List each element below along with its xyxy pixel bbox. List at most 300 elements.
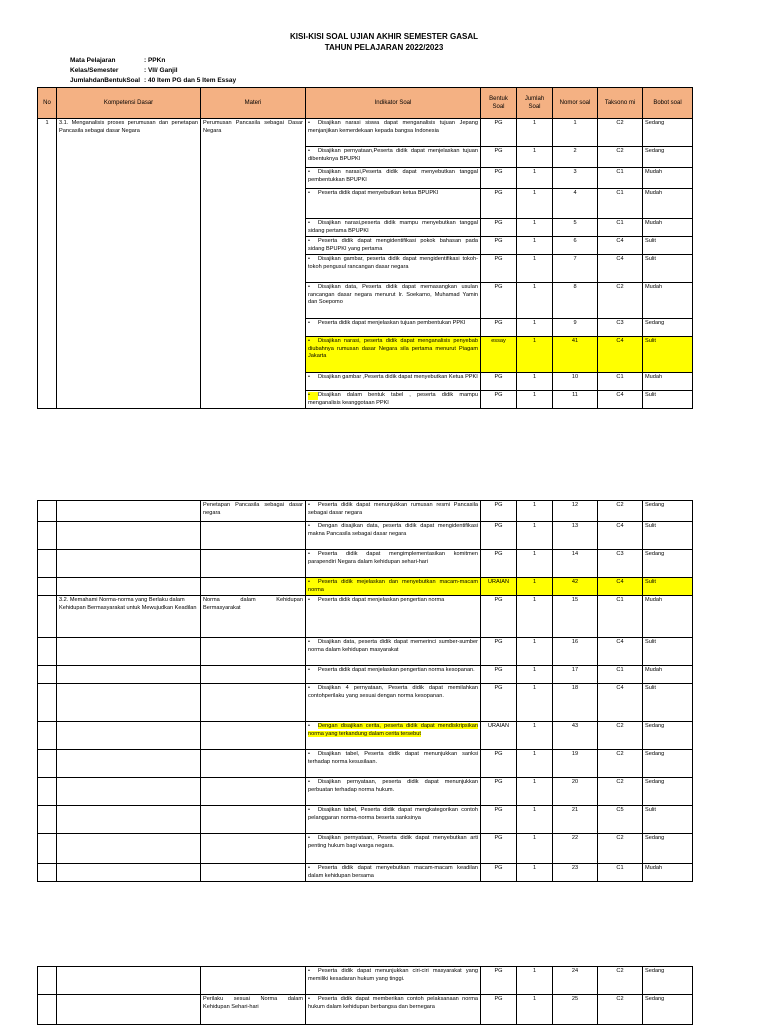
nomor-soal: 43: [571, 723, 579, 730]
bobot-soal-cell: [643, 596, 693, 638]
bentuk-soal-cell: [481, 168, 517, 189]
row-number: [38, 501, 57, 522]
col-nomor: Nomor soal: [553, 88, 598, 119]
bentuk-soal: PG: [494, 968, 503, 974]
nomor-soal-cell: [553, 219, 598, 237]
table-row: [38, 119, 693, 147]
bobot-soal: Sedang: [645, 502, 665, 508]
indikator-text: Disajikan 4 pernyataan, Peserta didik dapat memilahkan contohperilaku yang sesuai dengan norma kesopanan.: [308, 685, 478, 699]
bobot-soal: Sedang: [645, 551, 665, 557]
nomor-soal: 18: [571, 685, 579, 692]
indikator-cell: [306, 337, 481, 373]
indikator-cell: [306, 638, 481, 666]
kisi-table-page-3: [37, 966, 693, 1025]
kisi-table-page-2: [37, 500, 693, 882]
taksonomi: C2: [616, 284, 624, 291]
jumlah-soal-cell: [517, 666, 553, 684]
table-row: [38, 778, 693, 806]
jumlah-soal: 1: [532, 320, 537, 327]
taksonomi-cell: [598, 522, 643, 550]
bobot-soal-cell: [643, 722, 693, 750]
jumlah-soal: 1: [532, 374, 537, 381]
bobot-soal: Sulit: [645, 238, 656, 245]
jumlah-soal-cell: [517, 864, 553, 882]
bobot-soal-cell: [643, 255, 693, 283]
bentuk-soal: PG: [494, 148, 503, 154]
nomor-soal: 8: [573, 284, 577, 291]
meta-subject: [70, 57, 165, 64]
bullet-icon: •: [308, 865, 310, 872]
row-number: [38, 806, 57, 834]
bullet-icon: •: [308, 551, 310, 557]
bentuk-soal-cell: [481, 967, 517, 995]
meta-count: [70, 77, 236, 84]
bobot-soal: Mudah: [645, 374, 663, 381]
taksonomi: C5: [616, 807, 624, 814]
jumlah-soal: 1: [532, 968, 537, 974]
bobot-soal: Sedang: [645, 751, 665, 758]
taksonomi: C1: [616, 169, 624, 175]
jumlah-soal: 1: [532, 120, 537, 126]
bullet-icon: •: [308, 392, 318, 400]
materi: [201, 638, 306, 666]
kompetensi-dasar: 3.2. Memahami Norma-norma yang Berlaku dalam Kehidupan Bermasyarakat untuk Mewujudkan Keadilan: [57, 596, 201, 638]
nomor-soal: 6: [573, 238, 577, 245]
jumlah-soal-cell: [517, 391, 553, 409]
bobot-soal-cell: [643, 684, 693, 722]
bentuk-soal-cell: [481, 666, 517, 684]
bobot-soal: Sedang: [645, 835, 665, 842]
jumlah-soal: 1: [532, 807, 537, 814]
bullet-icon: •: [308, 807, 310, 814]
taksonomi-cell: [598, 168, 643, 189]
row-number: [38, 967, 57, 995]
row-number: [38, 864, 57, 882]
nomor-soal-cell: [553, 750, 598, 778]
bobot-soal: Sedang: [645, 779, 665, 786]
bentuk-soal: PG: [494, 523, 503, 529]
materi: [201, 684, 306, 722]
nomor-soal: 11: [572, 392, 578, 399]
jumlah-soal-cell: [517, 189, 553, 219]
meta-value: : PPKn: [144, 57, 166, 64]
taksonomi: C4: [616, 392, 624, 399]
bentuk-soal: PG: [494, 284, 503, 291]
jumlah-soal-cell: [517, 550, 553, 578]
bobot-soal: Mudah: [645, 667, 663, 674]
taksonomi-cell: [598, 578, 643, 596]
document-subtitle: TAHUN PELAJARAN 2022/2023: [324, 43, 444, 52]
bobot-soal: Sedang: [645, 120, 665, 126]
indikator-text: Disajikan data, Peserta didik dapat memasangkan usulan rancangan dasar negara menurut Ir. Soekarno, Muhamad Yamin dan Soepomo: [308, 284, 478, 306]
taksonomi: C4: [616, 685, 624, 692]
jumlah-soal-cell: [517, 596, 553, 638]
jumlah-soal-cell: [517, 806, 553, 834]
bobot-soal: Mudah: [645, 865, 663, 872]
jumlah-soal-cell: [517, 319, 553, 337]
nomor-soal-cell: [553, 684, 598, 722]
nomor-soal: 10: [571, 374, 579, 381]
bentuk-soal-cell: [481, 391, 517, 409]
indikator-cell: [306, 319, 481, 337]
indikator-text: Dengan disajikan cerita, peserta didik dapat mendiskripsikan norma yang terkandung dalam cerita tersebut: [308, 723, 478, 737]
table-row: [38, 666, 693, 684]
indikator-text: Peserta didik dapat memberikan contoh pelaksanaan norma hukum dalam kehidupan berbangsa dan bernegara: [308, 996, 478, 1010]
nomor-soal: 7: [573, 256, 577, 263]
nomor-soal-cell: [553, 778, 598, 806]
taksonomi-cell: [598, 684, 643, 722]
bobot-soal-cell: [643, 219, 693, 237]
indikator-text: Peserta didik dapat menunjukkan rumusan resmi Pancasila sebagai dasar negara: [308, 502, 478, 516]
indikator-text: Disajikan narasi siswa dapat menganalisis tujuan Jepang menjanjikan kemerdekaan kepada bangsa Indonesia: [308, 120, 478, 134]
jumlah-soal: 1: [532, 579, 537, 585]
nomor-soal: 5: [573, 220, 577, 226]
bentuk-soal-cell: [481, 147, 517, 168]
indikator-text: Peserta didik dapat menyebutkan ketua BPUPKI: [318, 190, 439, 196]
jumlah-soal-cell: [517, 219, 553, 237]
taksonomi-cell: [598, 147, 643, 168]
bentuk-soal: PG: [494, 597, 503, 604]
indikator-cell: [306, 684, 481, 722]
nomor-soal: 2: [573, 148, 577, 154]
taksonomi-cell: [598, 373, 643, 391]
bentuk-soal-cell: [481, 319, 517, 337]
nomor-soal-cell: [553, 319, 598, 337]
materi: Perilaku sesuai Norma dalam Kehidupan Sehari-hari: [201, 995, 306, 1025]
bobot-soal-cell: [643, 578, 693, 596]
materi: [201, 750, 306, 778]
bobot-soal: Mudah: [645, 284, 663, 291]
jumlah-soal: 1: [532, 238, 537, 245]
taksonomi: C4: [616, 256, 624, 263]
bobot-soal: Sulit: [645, 807, 656, 814]
jumlah-soal: 1: [532, 639, 537, 646]
jumlah-soal: 1: [532, 751, 537, 758]
nomor-soal: 9: [573, 320, 577, 327]
materi: [201, 578, 306, 596]
indikator-cell: [306, 189, 481, 219]
indikator-text: Disajikan narasi,peserta didik mampu menyebutkan tanggal sidang pertama BPUPKI: [308, 220, 478, 234]
jumlah-soal-cell: [517, 337, 553, 373]
bobot-soal-cell: [643, 834, 693, 864]
kompetensi-dasar: [57, 778, 201, 806]
jumlah-soal: 1: [532, 256, 537, 263]
taksonomi-cell: [598, 189, 643, 219]
kompetensi-dasar: [57, 550, 201, 578]
bentuk-soal: PG: [494, 392, 503, 399]
bobot-soal-cell: [643, 806, 693, 834]
jumlah-soal-cell: [517, 255, 553, 283]
nomor-soal: 42: [571, 579, 579, 585]
taksonomi: C2: [616, 751, 624, 758]
bobot-soal-cell: [643, 283, 693, 319]
indikator-cell: [306, 806, 481, 834]
nomor-soal-cell: [553, 864, 598, 882]
jumlah-soal-cell: [517, 834, 553, 864]
indikator-text: Disajikan pernyataan,Peserta didik dapat menjelaskan tujuan dibentuknya BPUPKI: [308, 148, 478, 162]
indikator-cell: [306, 596, 481, 638]
bullet-icon: •: [308, 968, 310, 974]
materi: [201, 522, 306, 550]
indikator-text: Peserta didik dapat menjelaskan tujuan pembentukan PPKI: [318, 320, 466, 327]
materi: [201, 864, 306, 882]
row-number: [38, 666, 57, 684]
bobot-soal-cell: [643, 778, 693, 806]
bullet-icon: •: [308, 169, 310, 175]
jumlah-soal-cell: [517, 722, 553, 750]
bentuk-soal: PG: [494, 667, 503, 674]
bentuk-soal-cell: [481, 119, 517, 147]
bobot-soal-cell: [643, 168, 693, 189]
nomor-soal-cell: [553, 147, 598, 168]
indikator-text: Peserta didik dapat mengidentifikasi pokok bahasan pada sidang BPUPKI yang pertama: [308, 238, 478, 252]
indikator-cell: [306, 522, 481, 550]
materi: Norma dalam Kehidupan Bermasyarakat: [201, 596, 306, 638]
indikator-text: Disajikan tabel, Peserta didik dapat mengkategorikan contoh pelanggaran norma-norma beserta sanksinya: [308, 807, 478, 821]
nomor-soal-cell: [553, 189, 598, 219]
jumlah-soal-cell: [517, 778, 553, 806]
taksonomi: C4: [616, 338, 624, 345]
bullet-icon: •: [308, 190, 310, 196]
kompetensi-dasar: [57, 578, 201, 596]
bentuk-soal-cell: [481, 995, 517, 1025]
bobot-soal-cell: [643, 147, 693, 168]
taksonomi-cell: [598, 750, 643, 778]
bentuk-soal: URAIAN: [487, 723, 510, 730]
bobot-soal-cell: [643, 550, 693, 578]
bentuk-soal: PG: [494, 685, 503, 692]
materi: [201, 967, 306, 995]
taksonomi-cell: [598, 283, 643, 319]
taksonomi-cell: [598, 119, 643, 147]
indikator-cell: [306, 255, 481, 283]
bentuk-soal-cell: [481, 638, 517, 666]
materi: Penetapan Pancasila sebagai dasar negara: [201, 501, 306, 522]
bobot-soal-cell: [643, 391, 693, 409]
taksonomi: C1: [616, 190, 624, 196]
nomor-soal: 25: [571, 996, 579, 1002]
meta-label: Kelas/Semester: [70, 67, 119, 74]
materi: [201, 722, 306, 750]
taksonomi: C1: [616, 374, 624, 381]
indikator-text: Peserta didik dapat menjelaskan pengertian norma: [318, 597, 445, 604]
bentuk-soal: PG: [494, 779, 503, 786]
jumlah-soal-cell: [517, 578, 553, 596]
jumlah-soal: 1: [532, 996, 537, 1002]
bullet-icon: •: [308, 320, 310, 327]
jumlah-soal: 1: [532, 502, 537, 508]
nomor-soal-cell: [553, 666, 598, 684]
bullet-icon: •: [308, 374, 310, 381]
jumlah-soal: 1: [532, 723, 537, 730]
col-indikator: Indikator Soal: [306, 88, 481, 119]
taksonomi-cell: [598, 995, 643, 1025]
taksonomi-cell: [598, 778, 643, 806]
bobot-soal-cell: [643, 666, 693, 684]
taksonomi-cell: [598, 722, 643, 750]
materi: Perumusan Pancasila sebagai Dasar Negara: [201, 119, 306, 409]
bobot-soal: Mudah: [645, 220, 663, 226]
bullet-icon: •: [308, 667, 310, 674]
indikator-cell: [306, 373, 481, 391]
bentuk-soal-cell: [481, 283, 517, 319]
table-row: [38, 722, 693, 750]
bobot-soal-cell: [643, 967, 693, 995]
bentuk-soal: PG: [494, 639, 503, 646]
jumlah-soal: 1: [532, 284, 537, 291]
bullet-icon: •: [308, 120, 310, 126]
table-row: [38, 684, 693, 722]
indikator-text: Disajikan dalam bentuk tabel , peserta didik mampu menganalisis keanggotaan PPKI: [308, 392, 478, 406]
bobot-soal-cell: [643, 750, 693, 778]
nomor-soal: 1: [573, 120, 577, 126]
indikator-cell: [306, 722, 481, 750]
indikator-cell: [306, 168, 481, 189]
bentuk-soal-cell: [481, 864, 517, 882]
nomor-soal: 41: [571, 338, 579, 345]
taksonomi: C4: [616, 523, 624, 529]
nomor-soal: 15: [571, 597, 579, 604]
document-title: KISI-KISI SOAL UJIAN AKHIR SEMESTER GASAL: [289, 32, 479, 41]
nomor-soal-cell: [553, 550, 598, 578]
nomor-soal-cell: [553, 337, 598, 373]
row-number: [38, 750, 57, 778]
nomor-soal-cell: [553, 373, 598, 391]
jumlah-soal: 1: [532, 779, 537, 786]
col-jumlah: Jumlah Soal: [517, 88, 553, 119]
jumlah-soal-cell: [517, 283, 553, 319]
bentuk-soal-cell: [481, 501, 517, 522]
bentuk-soal-cell: [481, 373, 517, 391]
nomor-soal-cell: [553, 806, 598, 834]
nomor-soal-cell: [553, 722, 598, 750]
nomor-soal: 24: [571, 968, 579, 974]
jumlah-soal-cell: [517, 684, 553, 722]
bobot-soal: Sedang: [645, 968, 665, 974]
kompetensi-dasar: [57, 967, 201, 995]
taksonomi: C3: [616, 320, 624, 327]
jumlah-soal-cell: [517, 119, 553, 147]
bentuk-soal-cell: [481, 550, 517, 578]
jumlah-soal: 1: [532, 190, 537, 196]
bentuk-soal-cell: [481, 255, 517, 283]
bobot-soal-cell: [643, 337, 693, 373]
taksonomi-cell: [598, 391, 643, 409]
bobot-soal-cell: [643, 864, 693, 882]
nomor-soal-cell: [553, 168, 598, 189]
jumlah-soal-cell: [517, 237, 553, 255]
meta-value: : VII/ Ganjil: [144, 67, 178, 74]
bentuk-soal-cell: [481, 522, 517, 550]
table-row: [38, 806, 693, 834]
taksonomi-cell: [598, 864, 643, 882]
indikator-cell: [306, 750, 481, 778]
table-row: [38, 578, 693, 596]
indikator-cell: [306, 219, 481, 237]
indikator-text: Peserta didik dapat menjelaskan pengertian norma kesopanan.: [318, 667, 475, 674]
nomor-soal-cell: [553, 119, 598, 147]
bentuk-soal-cell: [481, 778, 517, 806]
indikator-text: Peserta didik dapat menyebutkan macam-macam keadilan dalam kehidupan bersama: [308, 865, 478, 879]
bullet-icon: •: [308, 579, 310, 585]
nomor-soal-cell: [553, 255, 598, 283]
indikator-text: Disajikan narasi,Peserta didik dapat menyebutkan tanggal pembentukkan BPUPKI: [308, 169, 478, 183]
jumlah-soal-cell: [517, 168, 553, 189]
col-bobot: Bobot soal: [643, 88, 693, 119]
nomor-soal: 3: [573, 169, 577, 175]
taksonomi: C4: [616, 639, 624, 646]
jumlah-soal: 1: [532, 338, 537, 345]
taksonomi-cell: [598, 834, 643, 864]
bentuk-soal: PG: [494, 190, 503, 196]
jumlah-soal: 1: [532, 667, 537, 674]
bobot-soal-cell: [643, 119, 693, 147]
bentuk-soal: PG: [494, 169, 503, 175]
bobot-soal: Mudah: [645, 190, 663, 196]
nomor-soal-cell: [553, 967, 598, 995]
bullet-icon: •: [308, 996, 310, 1002]
indikator-text: Dengan disajikan data, peserta didik dapat mengidentifikasi makna Pancasila sebagai dasar negara: [308, 523, 478, 537]
row-number: [38, 596, 57, 638]
bentuk-soal: URAIAN: [487, 579, 510, 585]
jumlah-soal-cell: [517, 638, 553, 666]
bentuk-soal: PG: [494, 996, 503, 1002]
bullet-icon: •: [308, 502, 310, 508]
bobot-soal: Sulit: [645, 685, 656, 692]
jumlah-soal: 1: [532, 523, 537, 529]
table-row: [38, 638, 693, 666]
jumlah-soal: 1: [532, 685, 537, 692]
bullet-icon: •: [308, 220, 310, 226]
row-number: [38, 522, 57, 550]
jumlah-soal: 1: [532, 551, 537, 557]
taksonomi: C2: [616, 968, 624, 974]
table-row: [38, 834, 693, 864]
jumlah-soal-cell: [517, 373, 553, 391]
bentuk-soal: PG: [494, 238, 503, 245]
bentuk-soal: PG: [494, 256, 503, 263]
bentuk-soal-cell: [481, 337, 517, 373]
bentuk-soal-cell: [481, 596, 517, 638]
kompetensi-dasar: 3.1. Menganalisis proses perumusan dan penetapan Pancasila sebagai dasar Negara: [57, 119, 201, 409]
nomor-soal-cell: [553, 596, 598, 638]
bobot-soal-cell: [643, 522, 693, 550]
bentuk-soal-cell: [481, 722, 517, 750]
col-bentuk: Bentuk Soal: [481, 88, 517, 119]
row-number: [38, 995, 57, 1025]
taksonomi: C2: [616, 148, 624, 154]
jumlah-soal: 1: [532, 835, 537, 842]
materi: [201, 778, 306, 806]
taksonomi-cell: [598, 319, 643, 337]
table-row: [38, 501, 693, 522]
meta-label: JumlahdanBentukSoal: [70, 77, 141, 84]
bentuk-soal: PG: [494, 551, 503, 557]
nomor-soal: 14: [571, 551, 579, 557]
taksonomi: C2: [616, 120, 624, 126]
nomor-soal-cell: [553, 995, 598, 1025]
bentuk-soal-cell: [481, 806, 517, 834]
kompetensi-dasar: [57, 806, 201, 834]
jumlah-soal: 1: [532, 865, 537, 872]
nomor-soal: 23: [571, 865, 579, 872]
kompetensi-dasar: [57, 522, 201, 550]
indikator-text: Disajikan data, peserta didik dapat memerinci sumber-sumber norma dalam kehidupan masyarakat: [308, 639, 478, 653]
taksonomi-cell: [598, 806, 643, 834]
bentuk-soal: PG: [494, 374, 503, 381]
bobot-soal: Sulit: [645, 523, 656, 529]
bentuk-soal: PG: [494, 835, 503, 842]
